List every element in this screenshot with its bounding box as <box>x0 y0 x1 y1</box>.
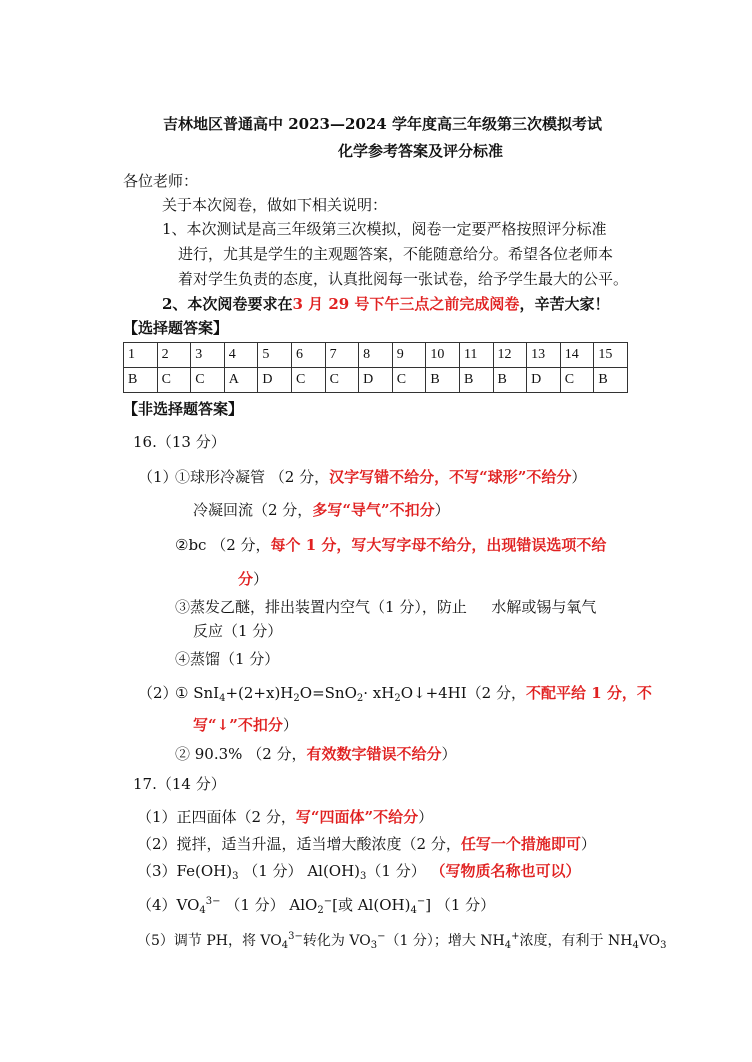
answer-text: （5）调节 PH，将 VO <box>137 933 282 949</box>
page-title: 吉林地区普通高中 2023—2024 学年度高三年级第三次模拟考试 <box>163 115 602 133</box>
equation-subscript: 2 <box>293 693 300 704</box>
q16-title: 16.（13 分） <box>133 433 226 451</box>
nonchoice-heading: 【非选择题答案】 <box>123 400 244 418</box>
table-cell: 12 <box>493 343 527 368</box>
formula-subscript: 4 <box>632 940 639 951</box>
formula-superscript: 3− <box>205 896 221 907</box>
table-cell: B <box>124 368 158 393</box>
answer-text: （3）Fe(OH) <box>137 862 233 880</box>
scoring-note: 每个 1 分，写大写字母不给分，出现错误选项不给 <box>270 536 607 554</box>
table-cell: 5 <box>258 343 292 368</box>
q17-answer4 <box>137 896 495 917</box>
q16-1-answer2 <box>175 536 606 554</box>
q16-1-answer3-line2: 反应（1 分） <box>193 622 283 640</box>
table-row-numbers <box>124 343 628 368</box>
table-cell: D <box>359 368 393 393</box>
formula-subscript: 3 <box>232 871 239 882</box>
equation-subscript: 2 <box>394 693 401 704</box>
table-cell: C <box>325 368 359 393</box>
intro-p2 <box>162 295 609 313</box>
answer-text: [或 Al(OH) <box>332 896 411 914</box>
answer-text: （2）搅拌，适当升温，适当增大酸浓度（2 分， <box>137 835 461 853</box>
equation-text: O=SnO <box>299 684 357 702</box>
answer-text: ） <box>418 808 434 826</box>
answer-text: （1 分） Al(OH) <box>238 862 361 880</box>
intro-lead: 关于本次阅卷，做如下相关说明： <box>162 196 388 214</box>
q16-1-answer1b <box>193 501 450 519</box>
table-cell: 1 <box>124 343 158 368</box>
scoring-note: 汉字写错不给分，不写“球形”不给分 <box>329 468 572 486</box>
answer-text: （1 分）；增大 NH <box>385 933 505 949</box>
formula-subscript: 3 <box>660 940 667 951</box>
equation-text: · xH <box>363 684 395 702</box>
q16-2-equation-cont <box>193 716 298 734</box>
greeting: 各位老师： <box>123 172 199 190</box>
formula-superscript: + <box>511 931 520 942</box>
scoring-note: 有效数字错误不给分 <box>306 745 442 763</box>
answer-text: ） <box>434 501 450 519</box>
table-cell: C <box>157 368 191 393</box>
formula-subscript: 4 <box>410 905 417 916</box>
table-cell: 14 <box>560 343 594 368</box>
table-cell: D <box>258 368 292 393</box>
answer-text: ） <box>580 835 596 853</box>
scoring-note: 多写“导气”不扣分 <box>312 501 435 519</box>
answer-text: （1 分） <box>366 862 431 880</box>
q16-2-equation <box>175 684 652 705</box>
answer-text: 浓度，有利于 NH <box>519 933 633 949</box>
answer-text: ②bc （2 分， <box>175 536 271 554</box>
intro-p1-line2: 进行，尤其是学生的主观题答案，不能随意给分。希望各位老师本 <box>178 245 614 263</box>
answer-text: 转化为 VO <box>302 933 371 949</box>
table-cell: 3 <box>191 343 225 368</box>
q16-part2-label: （2） <box>138 684 178 702</box>
intro-p2-pre: 2、本次阅卷要求在 <box>162 295 293 313</box>
q17-title: 17.（14 分） <box>133 775 226 793</box>
formula-superscript: 3− <box>288 931 303 942</box>
table-cell: A <box>224 368 258 393</box>
q16-part1-label: （1） <box>138 468 178 486</box>
scoring-note: 写“四面体”不给分 <box>295 808 419 826</box>
table-cell: C <box>560 368 594 393</box>
deadline-text: 3 月 29 号下午三点之前完成阅卷 <box>292 295 520 313</box>
table-cell: 10 <box>426 343 460 368</box>
formula-subscript: 3 <box>370 940 378 951</box>
table-cell: 9 <box>392 343 426 368</box>
page-subtitle: 化学参考答案及评分标准 <box>338 142 504 160</box>
table-cell: 11 <box>459 343 493 368</box>
choice-heading: 【选择题答案】 <box>123 319 229 337</box>
table-cell: B <box>493 368 527 393</box>
answer-text: ） <box>282 716 298 734</box>
formula-subscript: 2 <box>317 905 324 916</box>
q17-answer3 <box>137 862 581 883</box>
answer-text: ①球形冷凝管 （2 分， <box>175 468 330 486</box>
formula-subscript: 4 <box>281 940 289 951</box>
table-cell: C <box>191 368 225 393</box>
scoring-note: 不配平给 1 分，不 <box>526 684 652 702</box>
scoring-note: （写物质名称也可以） <box>430 862 581 880</box>
answer-text: ② 90.3% （2 分， <box>175 745 307 763</box>
q16-1-answer3-line1: ③蒸发乙醚，排出装置内空气（1 分），防止 水解或锡与氧气 <box>175 598 597 616</box>
table-cell: B <box>426 368 460 393</box>
q17-answer1 <box>137 808 433 826</box>
answer-text: ） <box>441 745 457 763</box>
answer-text: （4）VO <box>137 896 200 914</box>
choice-answer-table <box>123 342 628 393</box>
answer-text: ] （1 分） <box>425 896 496 914</box>
formula-subscript: 4 <box>199 905 206 916</box>
equation-text: +(2+x)H <box>225 684 294 702</box>
table-cell: 8 <box>359 343 393 368</box>
answer-text: ） <box>571 468 587 486</box>
table-cell: 6 <box>291 343 325 368</box>
table-cell: B <box>594 368 628 393</box>
q16-1-answer4: ④蒸馏（1 分） <box>175 650 280 668</box>
scoring-note: 分 <box>238 570 254 588</box>
q16-1-answer2-cont <box>238 570 268 588</box>
answer-text: 冷凝回流（2 分， <box>193 501 313 519</box>
formula-superscript: − <box>416 896 426 907</box>
formula-subscript: 3 <box>360 871 367 882</box>
table-cell: D <box>527 368 561 393</box>
table-cell: 7 <box>325 343 359 368</box>
formula-superscript: − <box>323 896 333 907</box>
answer-text: （1 分） AlO <box>220 896 318 914</box>
table-cell: 15 <box>594 343 628 368</box>
equation-subscript: 2 <box>356 693 364 704</box>
q17-answer2 <box>137 835 596 853</box>
answer-text: ） <box>253 570 269 588</box>
equation-text: O↓+4HI（2 分， <box>400 684 526 702</box>
equation-subscript: 4 <box>219 693 226 704</box>
table-cell: C <box>392 368 426 393</box>
table-cell: 2 <box>157 343 191 368</box>
answer-text: （1）正四面体（2 分， <box>137 808 296 826</box>
scoring-note: 任写一个措施即可 <box>460 835 581 853</box>
q16-1-answer1 <box>175 468 586 486</box>
table-cell: 4 <box>224 343 258 368</box>
table-cell: 13 <box>527 343 561 368</box>
table-row-answers <box>124 368 628 393</box>
equation-text: ① SnI <box>175 684 220 702</box>
intro-p2-post: ，辛苦大家！ <box>519 295 610 313</box>
q17-answer5 <box>137 931 667 952</box>
table-cell: B <box>459 368 493 393</box>
intro-p1-line1: 1、本次测试是高三年级第三次模拟，阅卷一定要严格按照评分标准 <box>162 220 607 238</box>
answer-text: VO <box>638 933 661 949</box>
formula-subscript: 4 <box>504 940 512 951</box>
table-cell: C <box>291 368 325 393</box>
scoring-note: 写“↓”不扣分 <box>193 716 283 734</box>
formula-superscript: − <box>377 931 386 942</box>
intro-p1-line3: 着对学生负责的态度，认真批阅每一张试卷，给予学生最大的公平。 <box>178 270 629 288</box>
q16-2-answer2 <box>175 745 457 763</box>
